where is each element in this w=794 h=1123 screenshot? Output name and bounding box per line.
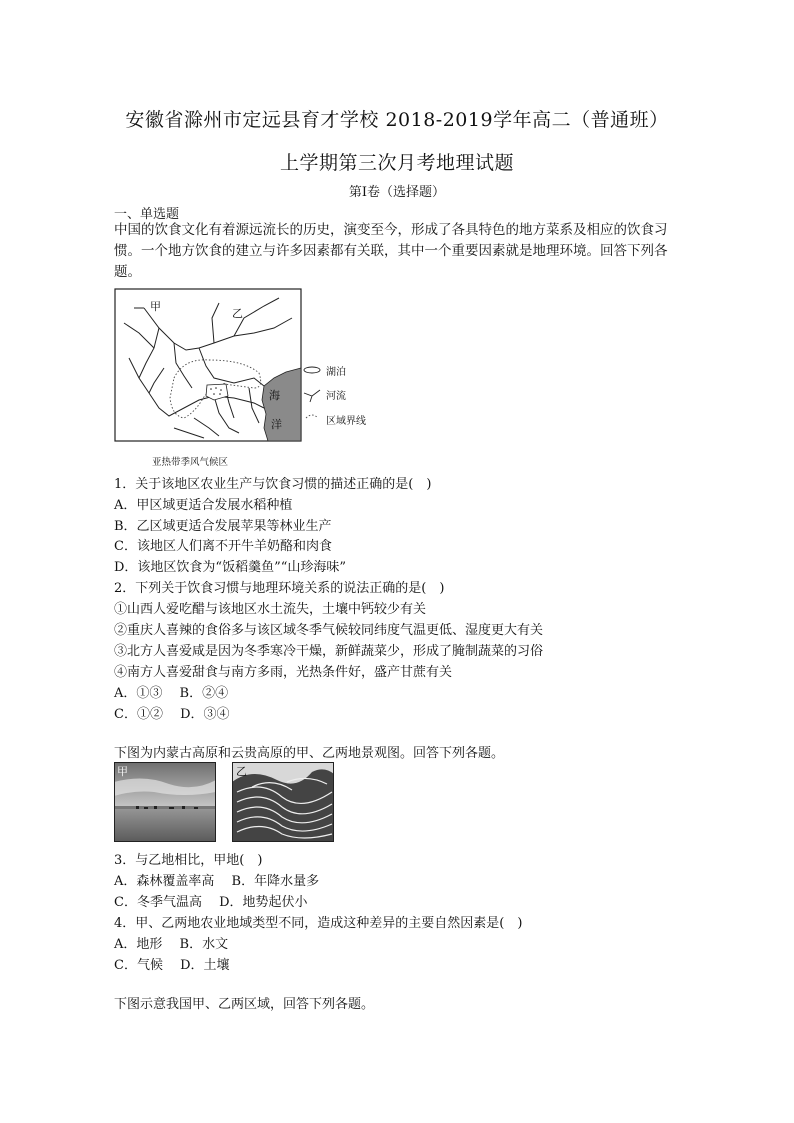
q2-options-ab: A．①③ B．②④ <box>114 686 229 701</box>
volume-heading: 第Ⅰ卷（选择题） <box>348 185 446 200</box>
q2-options-cd: C．①② D．③④ <box>114 707 230 722</box>
map-label-jia: 甲 <box>150 300 161 313</box>
q2-statement-3: ③北方人喜爱咸是因为冬季寒冷干燥，新鲜蔬菜少，形成了腌制蔬菜的习俗 <box>114 644 544 659</box>
intro-paragraph-2: 下图为内蒙古高原和云贵高原的甲、乙两地景观图。回答下列各题。 <box>114 746 505 761</box>
section-heading: 一、单选题 <box>114 207 180 222</box>
q3-options-ab: A．森林覆盖率高 B．年降水量多 <box>114 874 320 889</box>
map-label-yi: 乙 <box>232 307 243 320</box>
map-caption: 亚热带季风气候区 <box>152 457 229 468</box>
intro-paragraph-1: 中国的饮食文化有着源远流长的历史，演变至今，形成了各具特色的地方菜系及相应的饮食习惯。一个地方饮食的建立与许多因素都有关联，其中一个重要因素就是地理环境。回答下列各题。 <box>114 222 668 280</box>
q3-stem: 3．与乙地相比，甲地( ) <box>114 853 263 868</box>
legend-river: 河流 <box>326 391 346 402</box>
region-map-figure <box>114 288 384 448</box>
title-line-2: 上学期第三次月考地理试题 <box>279 152 514 174</box>
q4-options-ab: A．地形 B．水文 <box>114 937 229 952</box>
map-sea-label-1: 海 <box>269 389 280 402</box>
map-sea-label-2: 洋 <box>271 418 282 431</box>
photo-jia-label: 甲 <box>117 765 128 778</box>
q1-option-a: A．甲区域更适合发展水稻种植 <box>114 498 293 513</box>
q1-option-d: D．该地区饮食为“饭稻羹鱼”“山珍海味” <box>114 560 347 575</box>
photo-jia <box>114 762 216 842</box>
q1-option-c: C．该地区人们离不开牛羊奶酪和肉食 <box>114 539 332 554</box>
q4-options-cd: C．气候 D．土壤 <box>114 958 230 973</box>
legend-boundary: 区域界线 <box>326 416 366 427</box>
q2-statement-2: ②重庆人喜辣的食俗多与该区域冬季气候较同纬度气温更低、湿度更大有关 <box>114 623 544 638</box>
q3-options-cd: C．冬季气温高 D．地势起伏小 <box>114 895 308 910</box>
legend-lake: 湖泊 <box>326 367 346 378</box>
photo-yi-label: 乙 <box>236 765 247 778</box>
q4-stem: 4．甲、乙两地农业地域类型不同，造成这种差异的主要自然因素是( ) <box>114 916 523 931</box>
q1-stem: 1．关于该地区农业生产与饮食习惯的描述正确的是( ) <box>114 477 432 492</box>
intro-paragraph-3: 下图示意我国甲、乙两区域，回答下列各题。 <box>114 997 375 1012</box>
title-line-1: 安徽省滁州市定远县育才学校 2018-2019学年高二（普通班） <box>125 109 669 131</box>
q2-statement-4: ④南方人喜爱甜食与南方多雨，光热条件好，盛产甘蔗有关 <box>114 665 453 680</box>
q2-stem: 2．下列关于饮食习惯与地理环境关系的说法正确的是( ) <box>114 581 445 596</box>
photo-yi <box>232 762 334 842</box>
q1-option-b: B．乙区域更适合发展苹果等林业生产 <box>114 519 332 534</box>
q2-statement-1: ①山西人爱吃醋与该地区水土流失，土壤中钙较少有关 <box>114 602 427 617</box>
